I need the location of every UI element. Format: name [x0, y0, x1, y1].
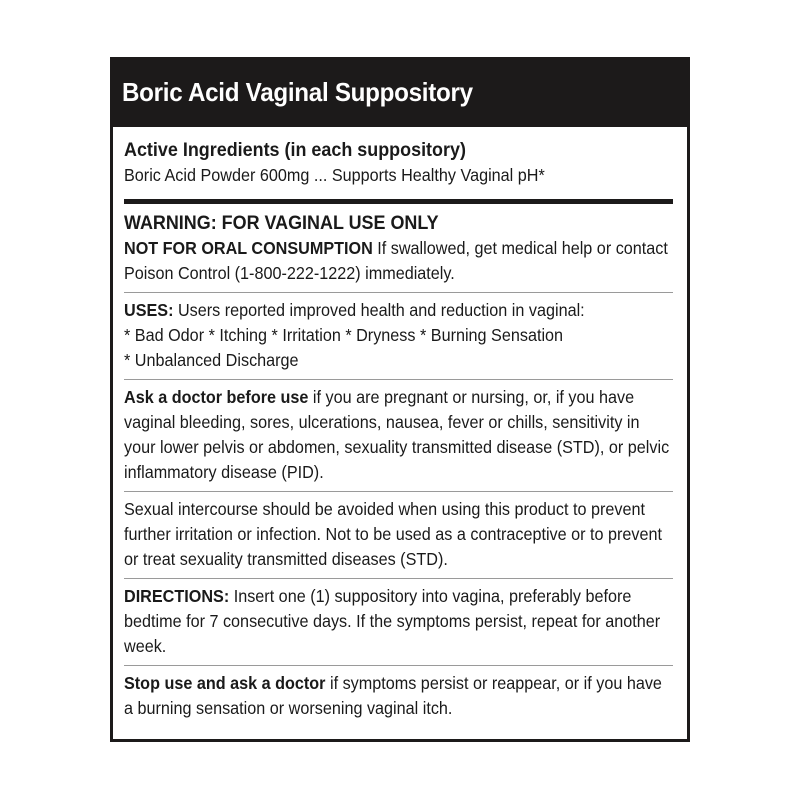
warning-headline: WARNING: FOR VAGINAL USE ONLY	[124, 212, 439, 234]
section-warning	[124, 199, 673, 292]
section-stop-use	[124, 665, 673, 727]
directions-lead: DIRECTIONS:	[124, 586, 230, 606]
stop-use-lead: Stop use and ask a doctor	[124, 673, 326, 693]
section-ask-a-doctor	[124, 379, 673, 491]
warning-text	[124, 236, 673, 286]
active-ingredients-text: Boric Acid Powder 600mg ... Supports Healthy Vaginal pH*	[124, 165, 545, 185]
page-title: Boric Acid Vaginal Suppository	[122, 76, 473, 107]
section-uses	[124, 292, 673, 379]
drug-facts-label	[110, 57, 690, 742]
uses-rest: Users reported improved health and reduction in vaginal:	[173, 300, 585, 320]
intercourse-text: Sexual intercourse should be avoided when using this product to prevent further irritation or infection. Not to be used as a contraceptive or to prevent or treat sexuality transmitted diseases (STD).	[124, 499, 663, 569]
uses-intro	[124, 298, 673, 323]
stop-use-rest: if symptoms persist or reappear, or if you have a burning sensation or worsening vaginal itch.	[124, 673, 662, 718]
section-active-ingredients	[124, 133, 673, 194]
stop-use-text	[124, 671, 673, 721]
uses-lead: USES:	[124, 300, 174, 320]
section-directions	[124, 578, 673, 665]
uses-symptom-line-2: * Unbalanced Discharge	[124, 350, 299, 370]
ask-doctor-text	[124, 385, 673, 485]
section-intercourse	[124, 491, 673, 578]
warning-rest: If swallowed, get medical help or contact Poison Control (1-800-222-1222) immediately.	[124, 238, 668, 283]
warning-lead: NOT FOR ORAL CONSUMPTION	[124, 238, 373, 258]
product-title-band	[110, 57, 690, 127]
directions-text	[124, 584, 673, 659]
label-body	[110, 127, 690, 742]
uses-symptom-line-1: * Bad Odor * Itching * Irritation * Dryness * Burning Sensation	[124, 325, 564, 345]
ask-doctor-rest: if you are pregnant or nursing, or, if you have vaginal bleeding, sores, ulcerations, nausea, fever or chills, sensitivity in your lower pelvis or abdomen, sexuality transmitted disease (STD), or pelvic inflammatory disease (PID).	[124, 387, 670, 482]
ask-doctor-lead: Ask a doctor before use	[124, 387, 309, 407]
active-ingredients-heading: Active Ingredients (in each suppository)	[124, 139, 466, 161]
directions-rest: Insert one (1) suppository into vagina, preferably before bedtime for 7 consecutive days. If the symptoms persist, repeat for another week.	[124, 586, 661, 656]
